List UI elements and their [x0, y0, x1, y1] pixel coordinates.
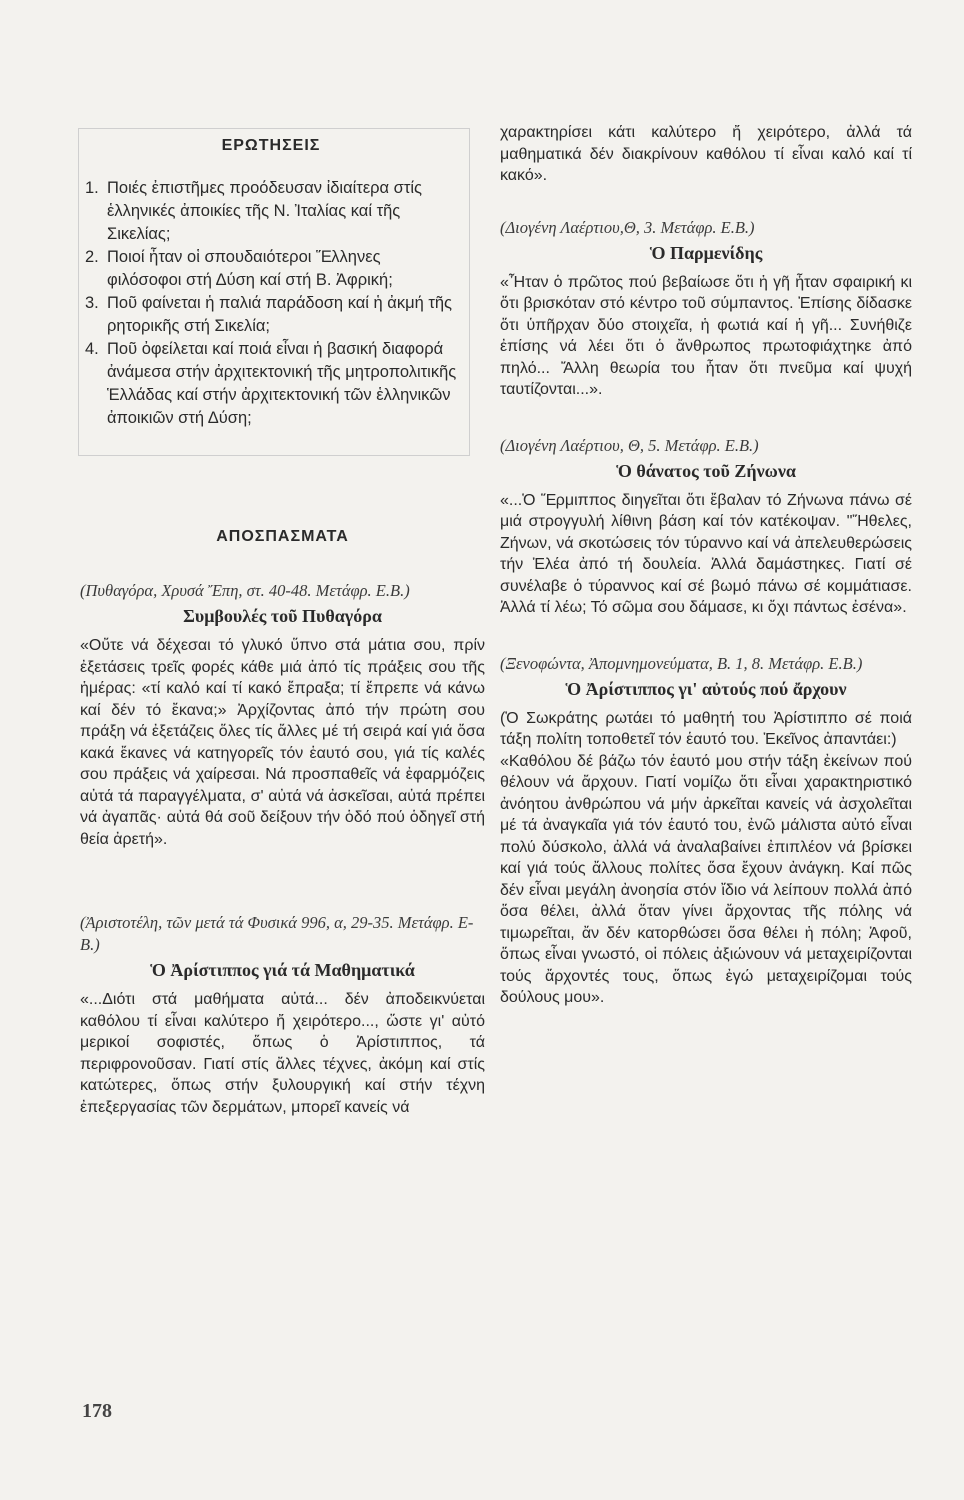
- question-text: Ποιές ἐπιστῆμες προόδευσαν ἰδιαίτερα στίς ἑλληνικές ἀποικίες τῆς Ν. Ἰταλίας καί τῆς Σικελίας;: [107, 179, 422, 243]
- excerpts-title: ΑΠΟΣΠΑΣΜΑΤΑ: [216, 528, 349, 545]
- question-number: 1.: [85, 179, 99, 197]
- right-column: [500, 122, 912, 1009]
- question-number: 4.: [85, 340, 99, 358]
- question-text: Ποῦ ὀφείλεται καί ποιά εἶναι ἡ βασική διαφορά ἀνάμεσα στήν ἀρχιτεκτονική τῆς μητροπολιτικῆς Ἑλλάδας καί στήν ἀρχιτεκτονική τῶν ἑλληνικῶν ἀποικιῶν στή Δύση;: [107, 340, 457, 427]
- parmenides-heading: Ὁ Παρμενίδης: [649, 242, 763, 263]
- aristippus-rulers-text: «Καθόλου δέ βάζω τόν ἑαυτό μου στήν τάξη ἐκείνων πού θέλουν νά ἄρχουν. Γιατί νομίζω ὅτι εἶναι χαρακτηριστικό ἀνόητου ἀνθρώπου νά μήν ἀρκεῖται κανείς νά ἀσχολεῖται μέ τά ἀναγκαῖα γιά τόν ἑαυτό του, ἐνῶ μάλιστα αὐτό εἶναι πολύ δύσκολο, ἀλλά νά ἀναλαβαίνει ἐπιπλέον νά βρίσκει καί γιά τούς ἄλλους πολίτες ὅσα ἔχουν ἀνάγκη. Καί πῶς δέν εἶναι μεγάλη ἀνοησία στόν ἴδιο νά λείπουν πολλά ἀπό ὅσα θέλει, ἀλλά ὅταν γίνει ἄρχοντας τῆς πόλης νά τιμωρεῖται, ἄν δέν κατορθώσει ὅσα θέλει ἡ πόλη; Ἀφοῦ, ὅπως εἶναι γνωστό, οἱ πόλεις ἀξιώνουν νά μεταχειρίζονται τούς ἄρχοντές τους, ὅπως ἐγώ μεταχειρίζομαι τούς δούλους μου».: [500, 752, 912, 1006]
- question-item: [85, 246, 457, 292]
- question-text: Ποιοί ἦταν οἱ σπουδαιότεροι Ἕλληνες φιλόσοφοι στή Δύση καί στή Β. Ἀφρική;: [107, 248, 393, 289]
- diogenes-citation-1: (Διογένη Λαέρτιου,Θ, 3. Μετάφρ. Ε.Β.): [500, 217, 755, 237]
- pythagoras-citation: (Πυθαγόρα, Χρυσά Ἔπη, στ. 40-48. Μετάφρ. Ε.Β.): [80, 581, 410, 600]
- question-item: [85, 338, 457, 430]
- questions-title: ΕΡΩΤΗΣΕΙΣ: [221, 137, 321, 154]
- aristippus-rulers-heading: Ὁ Ἀρίστιππος γι' αὐτούς πού ἄρχουν: [565, 678, 847, 699]
- diogenes-citation-2: (Διογένη Λαέρτιου, Θ, 5. Μετάφρ. Ε.Β.): [500, 435, 759, 455]
- xenophon-citation: (Ξενοφώντα, Ἀπομνημονεύματα, Β. 1, 8. Μετάφρ. Ε.Β.): [500, 653, 863, 673]
- parmenides-text: «Ἦταν ὁ πρῶτος πού βεβαίωσε ὅτι ἡ γῆ ἦταν σφαιρική κι ὅτι βρισκόταν στό κέντρο τοῦ σύμπαντος. Ἐπίσης δίδασκε ὅτι ὑπῆρχαν δύο στοιχεῖα, ἡ φωτιά καί ἡ γῆ... Συνήθιζε ἐπίσης νά λέει ὅτι ὁ ἄνθρωπος πρωτοφιάχτηκε ἀπό πηλό... Ἄλλη θεωρία του ἦταν ὅτι πνεῦμα καί ψυχή ταυτίζονται...».: [500, 273, 912, 398]
- aristippus-math-heading: Ὁ Ἀρίστιππος γιά τά Μαθηματικά: [150, 960, 415, 980]
- continuation-text: χαρακτηρίσει κάτι καλύτερο ἤ χειρότερο, ἀλλά τά μαθηματικά δέν διακρίνουν καθόλου τί εἶναι καλό καί τί κακό».: [500, 124, 912, 184]
- question-number: 3.: [85, 294, 99, 312]
- zeno-heading: Ὁ θάνατος τοῦ Ζήνωνα: [616, 460, 796, 481]
- aristippus-math-text: «...Διότι στά μαθήματα αὐτά... δέν ἀποδεικνύεται καθόλου τί εἶναι καλύτερο ἤ χειρότερο..., ὥστε γι' αὐτό μερικοί σοφιστές, ὅπως ὁ Ἀρίστιππος, τά περιφρονοῦσαν. Γιατί στίς ἄλλες τέχνες, ἀκόμη καί στίς κατώτερες, ὅπως στήν ξυλουργική καί στήν τέχνη ἐπεξεργασίας τῶν δερμάτων, μπορεῖ κανείς νά: [80, 991, 485, 1116]
- pythagoras-heading: Συμβουλές τοῦ Πυθαγόρα: [183, 606, 382, 626]
- questions-box: [78, 128, 470, 456]
- aristippus-rulers-intro: (Ὁ Σωκράτης ρωτάει τό μαθητή του Ἀρίστιππο σέ ποιά τάξη πολίτη τοποθετεῖ τόν ἑαυτό του. Ἐκεῖνος ἀπαντάει:): [500, 709, 912, 748]
- left-column: [80, 128, 485, 1118]
- pythagoras-text: «Οὔτε νά δέχεσαι τό γλυκό ὕπνο στά μάτια σου, πρίν ἐξετάσεις τρεῖς φορές κάθε μιά ἀπό τίς πράξεις σου τῆς ἡμέρας: «τί καλό καί τί κακό ἔπραξα; τί ἔπρεπε νά κάνω καί δέν τό ἔκανα;» Ἀρχίζοντας ἀπό τήν πρώτη σου πράξη νά ἐξετάζεις ὅλες τίς ἄλλες μέ τή σειρά καί γιά ὅσα κακά ἔκανες νά κατηγορεῖς τόν ἑαυτό σου, γιά τίς καλές σου πράξεις νά χαίρεσαι. Νά προσπαθεῖς νά ἐφαρμόζεις αὐτά τά παραγγέλματα, σ' αὐτά νά ἀσκεῖσαι, αὐτά πρέπει νά ἀγαπᾶς· αὐτά θά σοῦ δείξουν τήν ὁδό πού ὁδηγεῖ στή θεία ἀρετή».: [80, 637, 485, 848]
- questions-list: [85, 177, 457, 430]
- aristotle-citation: (Ἀριστοτέλη, τῶν μετά τά Φυσικά 996, α, 29-35. Μετάφρ. Ε-Β.): [80, 913, 474, 954]
- question-item: [85, 177, 457, 246]
- question-text: Ποῦ φαίνεται ἡ παλιά παράδοση καί ἡ ἀκμή τῆς ρητορικῆς στή Σικελία;: [107, 294, 452, 335]
- question-number: 2.: [85, 248, 99, 266]
- question-item: [85, 292, 457, 338]
- page-number: 178: [82, 1400, 112, 1422]
- zeno-text: «...Ὁ Ἕρμιππος διηγεῖται ὅτι ἔβαλαν τό Ζήνωνα πάνω σέ μιά στρογγυλή λίθινη βάση καί τόν κατέκοψαν. "Ἤθελες, Ζήνων, νά σκοτώσεις τόν τύραννο καί νά ἀπελευθερώσεις τήν Ἐλέα ἀπό τή δουλεία. Ἀλλά δαμάστηκες. Γιατί σέ συνέλαβε ὁ τύραννος καί σέ βωμό πάνω σέ κομμάτιασε. Ἀλλά τί λέω; Τό σῶμα σου δάμασε, κι ὄχι πάντως ἐσένα».: [500, 491, 912, 616]
